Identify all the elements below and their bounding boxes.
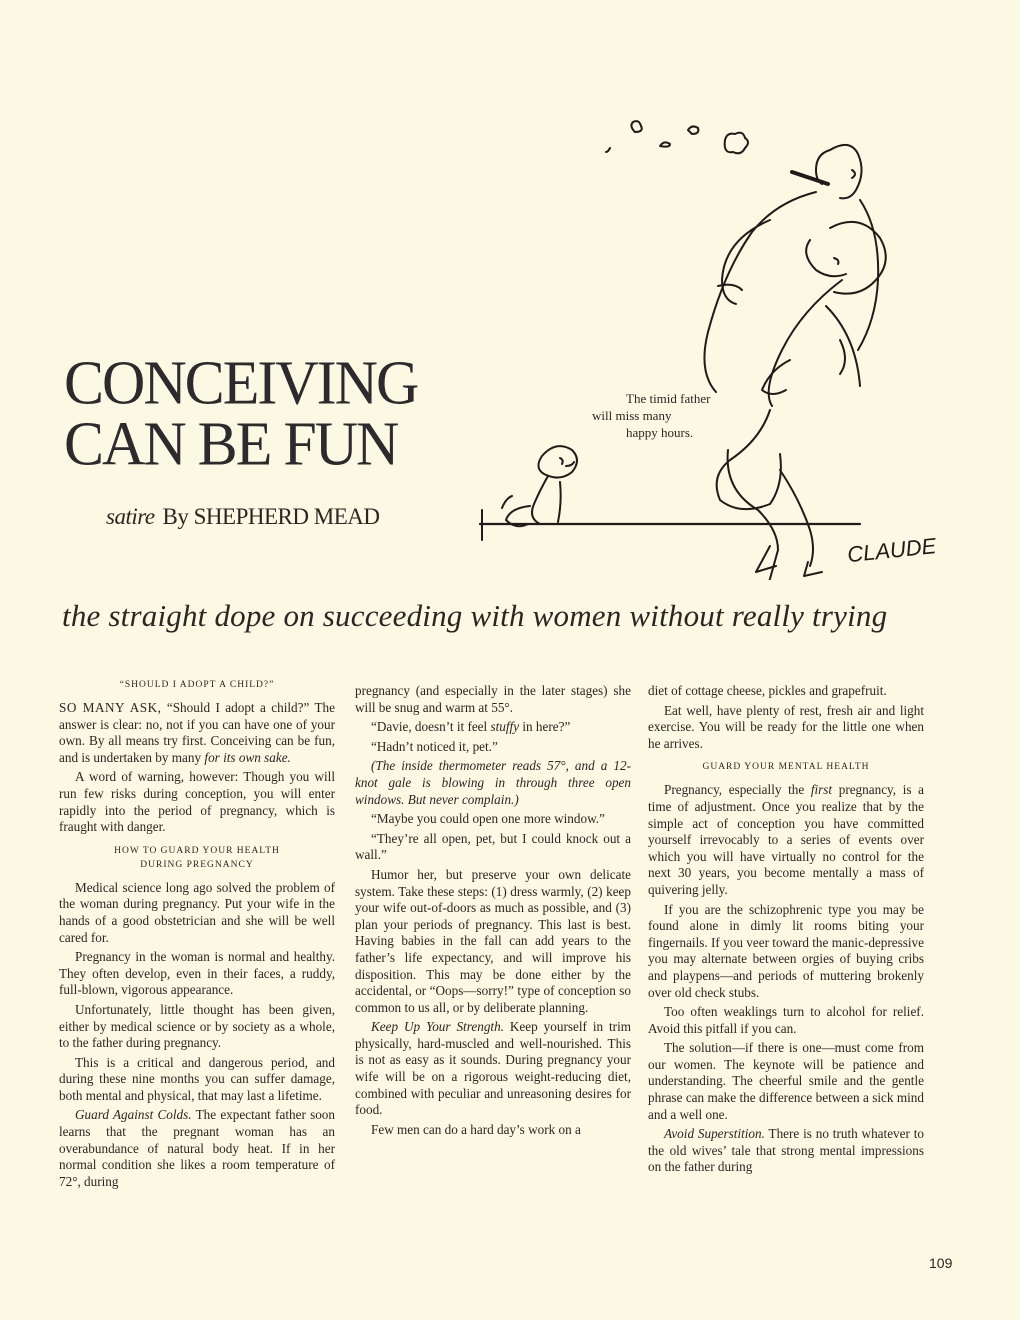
paragraph: (The inside thermometer reads 57°, and a 12-knot gale is blowing in through three open windows. But never complain.) <box>355 758 631 807</box>
artist-signature: CLAUDE <box>846 533 938 568</box>
text-column-3 <box>648 683 924 1179</box>
paragraph: “Hadn’t noticed it, pet.” <box>371 738 498 754</box>
article-title <box>64 347 418 478</box>
paragraph: Unfortunately, little thought has been given, either by medical science or by society as a whole, to the father during pregnancy. <box>59 1001 335 1051</box>
title-line-2: CAN BE FUN <box>64 408 398 478</box>
paragraph: Pregnancy in the woman is normal and healthy. They often develop, even in their faces, a ruddy, full-blown, vigorous appearance. <box>59 949 335 998</box>
paragraph: “Davie, doesn’t it feel stuffy in here?” <box>371 719 571 735</box>
tagline: the straight dope on succeeding with women without really trying <box>62 598 888 633</box>
paragraph: Keep Up Your Strength. Keep yourself in trim physically, hard-muscled and well-nourished. This is not as easy as it sounds. During pregnancy your wife will be on a rigorous weight-reducing diet, combined with peculiar and unreasoning desires for food. <box>355 1019 631 1118</box>
paragraph: Guard Against Colds. The expectant father soon learns that the pregnant woman has an overabundance of natural body heat. If in her normal condition she likes a room temperature of 72°, during <box>59 1107 335 1189</box>
text-column-2 <box>355 683 631 1141</box>
paragraph: Few men can do a hard day’s work on a <box>371 1121 581 1137</box>
illustration-caption <box>588 390 738 441</box>
paragraph: Too often weaklings turn to alcohol for relief. Avoid this pitfall if you can. <box>648 1004 924 1036</box>
page-number: 109 <box>929 1255 953 1271</box>
paragraph: “Maybe you could open one more window.” <box>371 811 605 827</box>
paragraph: Humor her, but preserve your own delicate system. Take these steps: (1) dress warmly, (2) keep your wife out-of-doors as much as possible, and (3) plan your periods of pregnancy. This last is best. Having babies in the fall can add years to the father’s life expectancy, and will improve his disposition. This may be done either by the accidental, or “Oops—sorry!” type of conception so common to us all, or by deliberate planning. <box>355 866 631 1015</box>
cartoon-illustration <box>470 110 940 580</box>
byline-genre: satire <box>106 504 155 529</box>
section-heading: GUARD YOUR MENTAL HEALTH <box>702 762 870 773</box>
paragraph: “They’re all open, pet, but I could knock out a wall.” <box>355 830 631 863</box>
byline <box>106 504 379 530</box>
paragraph: Avoid Superstition. There is no truth whatever to the old wives’ tale that strong mental impressions on the father during <box>648 1126 924 1175</box>
text-column-1 <box>59 678 335 1193</box>
paragraph: A word of warning, however: Though you will run few risks during conception, you will enter rapidly into the period of pregnancy, which is fraught with danger. <box>59 769 335 835</box>
section-heading: HOW TO GUARD YOUR HEALTH DURING PREGNANCY <box>114 845 280 870</box>
paragraph: The solution—if there is one—must come from our women. The keynote will be patience and understanding. The cheerful smile and the gentle phrase can make the difference between a sick mind and a well one. <box>648 1040 924 1122</box>
caption-line-2: will miss many <box>592 408 672 423</box>
caption-line-3: happy hours. <box>626 425 694 440</box>
paragraph: If you are the schizophrenic type you may be found alone in dimly lit rooms biting your fingernails. If you veer toward the manic-depressive you may alternate between orgies of buying cribs and playpens—and periods of muttering brokenly over old check stubs. <box>648 901 924 1000</box>
paragraph: This is a critical and dangerous period, and during these nine months you can suffer damage, both mental and physical, that may last a lifetime. <box>59 1054 335 1103</box>
caption-line-1: The timid father <box>626 391 711 406</box>
paragraph: diet of cottage cheese, pickles and grapefruit. <box>648 683 887 698</box>
section-heading: “SHOULD I ADOPT A CHILD?” <box>119 680 275 690</box>
paragraph: Pregnancy, especially the first pregnancy, is a time of adjustment. Once you realize that by the simple act of conception you have committed yourself irrevocably to a series of events over which you will have virtually no control for the next 30 years, you become mentally a mass of quivering jelly. <box>648 782 924 897</box>
paragraph: pregnancy (and especially in the later stages) she will be snug and warm at 55°. <box>355 683 631 715</box>
byline-author: By SHEPHERD MEAD <box>162 504 380 529</box>
paragraph: Eat well, have plenty of rest, fresh air and light exercise. You will be ready for the little one when he arrives. <box>648 702 924 751</box>
paragraph: Medical science long ago solved the problem of the woman during pregnancy. Put your wife in the hands of a good obstetrician and she will be well cared for. <box>59 879 335 945</box>
title-line-1: CONCEIVING <box>64 347 418 418</box>
paragraph: SO MANY ASK, “Should I adopt a child?” The answer is clear: no, not if you can have one of your own. By all means try first. Conceiving can be fun, and is undertaken by many for its own sake. <box>59 700 335 765</box>
